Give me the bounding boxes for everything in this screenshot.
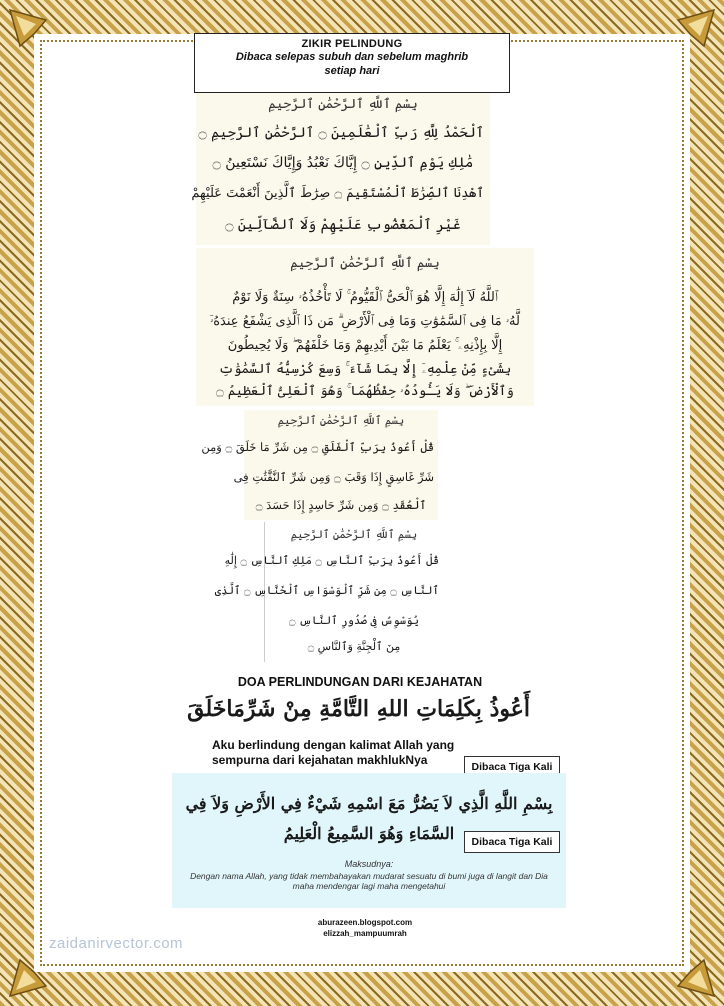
fatihah-line: ٱهْدِنَا ٱلصِّرَٰطَ ٱلْمُسْتَقِيمَ ۝ صِرَٰطَ ٱلَّذِينَ أَنْعَمْتَ عَلَيْهِمْ [191,186,484,201]
kursi-basmala: بِسْمِ ٱللَّهِ ٱلرَّحْمَٰنِ ٱلرَّحِيمِ [290,256,440,271]
corner-ornament-bottom-left [6,946,60,1000]
fatihah-basmala: بِسْمِ ٱللَّهِ ٱلرَّحْمَٰنِ ٱلرَّحِيمِ [268,97,418,112]
corner-ornament-bottom-right [664,946,718,1000]
fatihah-line: ٱلْحَمْدُ لِلَّهِ رَبِّ ٱلْعَٰلَمِينَ ۝ ٱلرَّحْمَٰنِ ٱلرَّحِيمِ ۝ [198,125,484,141]
nas-line: قُلْ أَعُوذُ بِرَبِّ ٱلنَّاسِ ۝ مَلِكِ ٱلنَّاسِ ۝ إِلَٰهِ [224,554,439,567]
fatihah-line: غَيْرِ ٱلْمَغْضُوبِ عَلَيْهِمْ وَلَا ٱلضَّآلِّينَ ۝ [225,217,461,233]
ayat-kursi-panel [196,248,534,406]
recite-three-times-badge: Dibaca Tiga Kali [464,756,560,778]
kursi-line: إِلَّا بِإِذْنِهِۦ ۚ يَعْلَمُ مَا بَيْنَ أَيْدِيهِمْ وَمَا خَلْفَهُمْ ۖ وَلَا يُحِيطُونَ [227,338,503,353]
doa-malay-line2: sempurna dari kejahatan makhlukNya [212,753,428,767]
doa-malay-line1: Aku berlindung dengan kalimat Allah yang [212,738,455,752]
credit-blog: aburazeen.blogspot.com [317,918,413,927]
fatihah-panel [191,93,490,245]
corner-ornament-top-left [6,6,60,60]
meaning-label: Maksudnya: [344,859,394,869]
recite-three-times-badge-2: Dibaca Tiga Kali [464,831,560,853]
falaq-line: شَرِّ غَاسِقٍ إِذَا وَقَبَ ۝ وَمِن شَرِّ ٱلنَّفَّٰثَٰتِ فِى [233,470,434,484]
page-subtitle-line1: Dibaca selepas subuh dan sebelum maghrib [235,51,469,63]
page-header-box [194,33,510,93]
corner-ornament-top-right [664,6,718,60]
nas-basmala: بِسْمِ ٱللَّهِ ٱلرَّحْمَٰنِ ٱلرَّحِيمِ [290,528,418,541]
credit-handle: elizzah_mampuumrah [323,929,407,938]
watermark-text: zaidanirvector.com [46,935,186,952]
bismillah-doa-translation: Dengan nama Allah, yang tidak membahayakan mudarat sesuatu di bumi juga di langit dan Dia maha mendengar lagi maha mengetahui [190,871,548,891]
fatihah-line: مَٰلِكِ يَوْمِ ٱلدِّينِ ۝ إِيَّاكَ نَعْبُدُ وَإِيَّاكَ نَسْتَعِينُ ۝ [212,155,474,171]
nas-line: مِنَ ٱلْجِنَّةِ وَٱلنَّاسِ ۝ [307,640,401,653]
doa-title: DOA PERLINDUNGAN DARI KEJAHATAN [237,675,483,689]
nas-line: يُوَسْوِسُ فِى صُدُورِ ٱلنَّاسِ ۝ [288,614,419,627]
bismillah-doa-arabic: بِسْمِ اللَّهِ الَّذِي لاَ يَضُرُّ مَعَ اسْمِهِ شَيْءٌ فِي الأَرْضِ وَلاَ فِي السَّمَاءِ وَهُوَ السَّمِيعُ الْعَلِيمُ [185,794,553,843]
falaq-line: ٱلْعُقَدِ ۝ وَمِن شَرِّ حَاسِدٍ إِذَا حَسَدَ ۝ [255,498,427,512]
kursi-line: وَٱلْأَرْضَ ۖ وَلَا يَـُٔودُهُۥ حِفْظُهُمَا ۚ وَهُوَ ٱلْعَلِىُّ ٱلْعَظِيمُ ۝ [216,384,514,399]
nas-line: ٱلنَّاسِ ۝ مِن شَرِّ ٱلْوَسْوَاسِ ٱلْخَنَّاسِ ۝ ٱلَّذِى [214,584,439,597]
page-title: ZIKIR PELINDUNG [301,38,403,50]
falaq-panel [201,410,438,520]
falaq-basmala: بِسْمِ ٱللَّهِ ٱلرَّحْمَٰنِ ٱلرَّحِيمِ [277,414,405,427]
nas-panel [214,522,442,662]
doa-arabic: أَعُوذُ بِكَلِمَاتِ اللهِ التَّامَّةِ مِنْ شَرِّمَاخَلَقَ [187,696,530,722]
falaq-line: قُلْ أَعُوذُ بِرَبِّ ٱلْفَلَقِ ۝ مِن شَرِّ مَا خَلَقَ ۝ وَمِن [201,440,434,454]
kursi-line: ٱللَّهُ لَآ إِلَٰهَ إِلَّا هُوَ ٱلْحَىُّ ٱلْقَيُّومُ ۚ لَا تَأْخُذُهُۥ سِنَةٌ وَلَا نَوْمٌ [232,290,498,305]
kursi-line: لَّهُۥ مَا فِى ٱلسَّمَٰوَٰتِ وَمَا فِى ٱلْأَرْضِ ۗ مَن ذَا ٱلَّذِى يَشْفَعُ عِندَهُۥٓ [210,314,520,329]
page-subtitle-line2: setiap hari [324,65,380,77]
kursi-line: بِشَىْءٍ مِّنْ عِلْمِهِۦٓ إِلَّا بِمَا شَآءَ ۚ وَسِعَ كُرْسِيُّهُ ٱلسَّمَٰوَٰتِ [218,362,512,377]
